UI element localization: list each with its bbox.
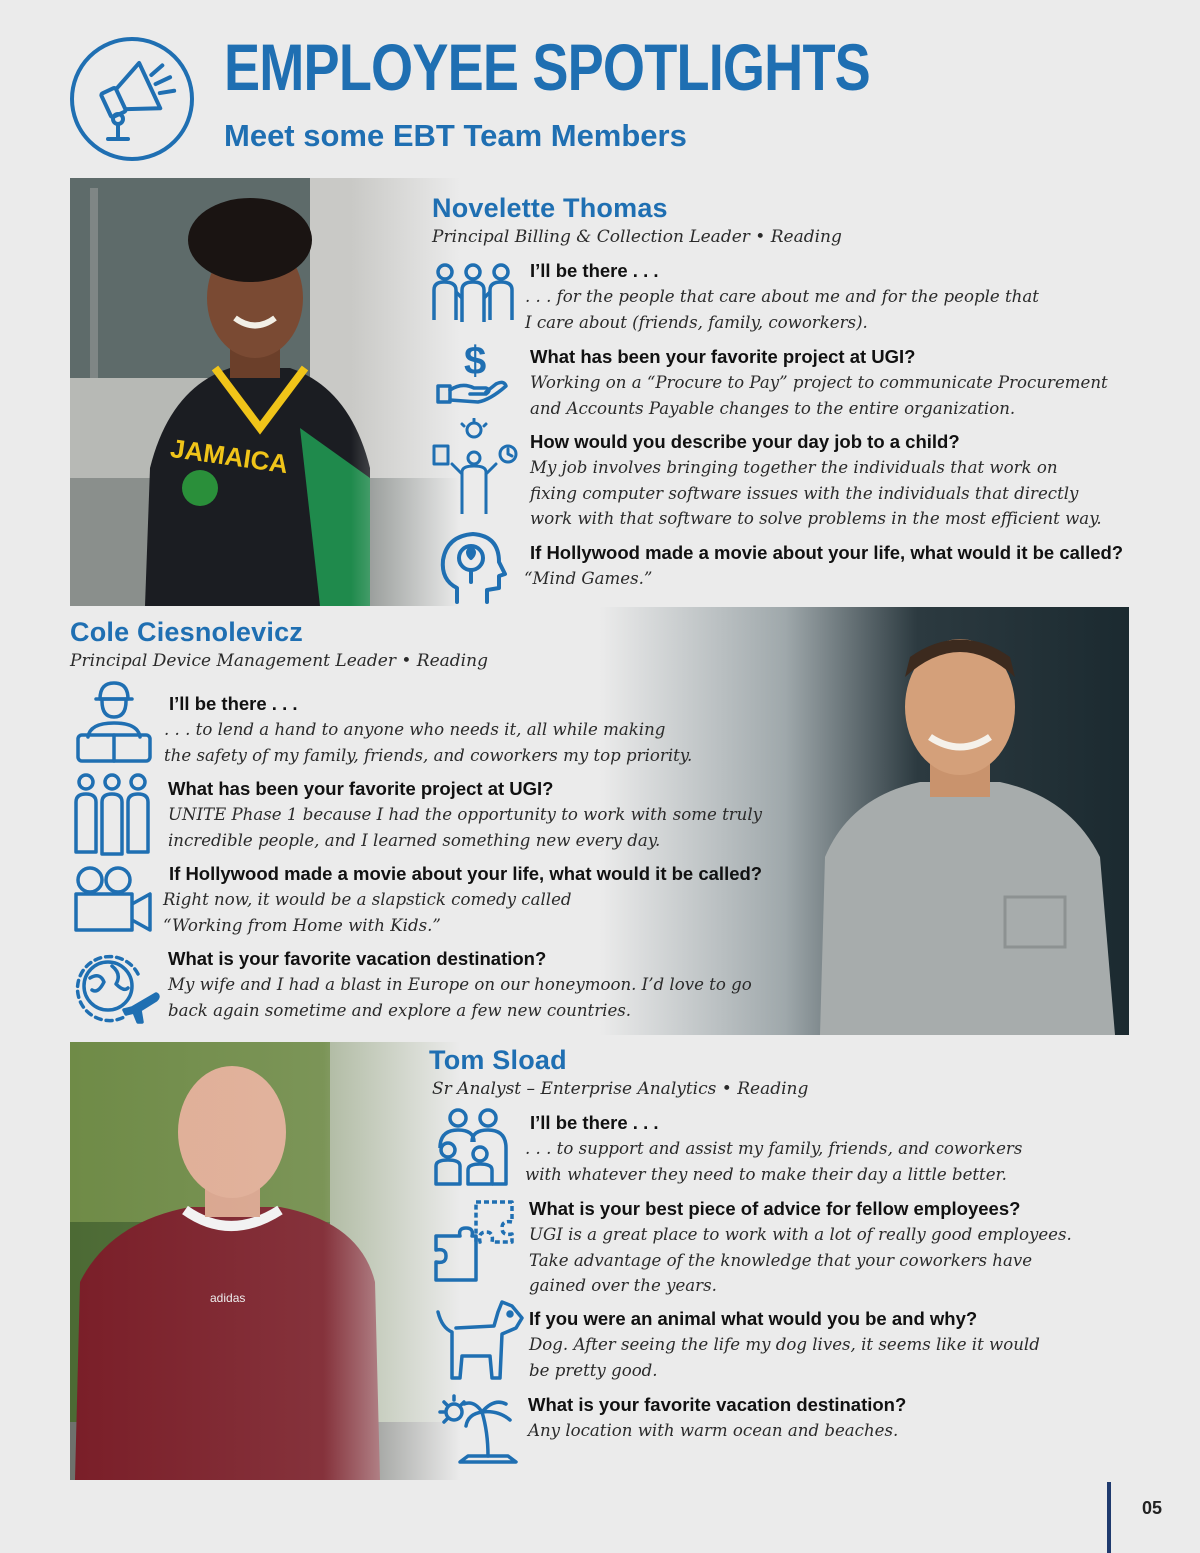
qa-item (529, 1306, 1040, 1383)
people-group-icon (430, 262, 516, 326)
employee-name: Novelette Thomas (432, 193, 668, 223)
qa-item (528, 1392, 906, 1444)
person-ideas-icon (428, 418, 520, 514)
answer: Right now, it would be a slapstick comedy called “Working from Home with Kids.” (163, 890, 572, 935)
page-number-rule (1107, 1482, 1111, 1553)
question: What is your favorite vacation destination? (168, 948, 547, 969)
employee-role: Principal Billing & Collection Leader • Reading (432, 227, 842, 247)
qa-item (525, 1110, 1022, 1187)
answer: “Mind Games.” (524, 569, 653, 588)
team-icon (72, 772, 152, 856)
qa-item (529, 1196, 1072, 1299)
page-subtitle: Meet some EBT Team Members (224, 118, 687, 153)
question: What is your best piece of advice for fellow employees? (529, 1198, 1021, 1219)
question: What is your favorite vacation destination? (528, 1394, 907, 1415)
qa-item (530, 344, 1108, 421)
answer: . . . to lend a hand to anyone who needs it, all while making the safety of my family, friends, and coworkers my top priority. (164, 720, 693, 765)
page-title: EMPLOYEE SPOTLIGHTS (224, 30, 870, 104)
question: If you were an animal what would you be and why? (529, 1308, 978, 1329)
photo-novelette-thomas (70, 178, 460, 606)
question: If Hollywood made a movie about your life, what would it be called? (530, 542, 1124, 563)
money-hand-icon (434, 336, 510, 408)
question: How would you describe your day job to a child? (530, 431, 960, 452)
employee-role: Principal Device Management Leader • Reading (70, 651, 488, 671)
photo-tom-sload (70, 1042, 460, 1480)
question: I’ll be there . . . (169, 693, 298, 714)
answer: UGI is a great place to work with a lot of really good employees. Take advantage of the knowledge that your coworkers have gained over the years. (529, 1225, 1072, 1295)
question: What has been your favorite project at UGI? (530, 346, 916, 367)
employee-name: Tom Sload (429, 1045, 567, 1075)
puzzle-pieces-icon (432, 1198, 518, 1284)
answer: UNITE Phase 1 because I had the opportunity to work with some truly incredible people, and I learned something new every day. (168, 805, 763, 850)
answer: . . . to support and assist my family, friends, and coworkers with whatever they need to make their day a little better. (525, 1139, 1023, 1184)
answer: Dog. After seeing the life my dog lives, it seems like it would be pretty good. (529, 1335, 1040, 1380)
question: I’ll be there . . . (530, 1112, 659, 1133)
question: What has been your favorite project at UGI? (168, 778, 554, 799)
qa-item (164, 691, 692, 768)
dog-icon (432, 1298, 524, 1382)
employee-role: Sr Analyst – Enterprise Analytics • Reading (432, 1079, 809, 1099)
answer: Working on a “Procure to Pay” project to communicate Procurement and Accounts Payable changes to the entire organization. (530, 373, 1108, 418)
qa-item (168, 776, 762, 853)
question: I’ll be there . . . (530, 260, 659, 281)
globe-plane-icon (70, 944, 160, 1026)
employee-name: Cole Ciesnolevicz (70, 617, 303, 647)
family-icon (430, 1108, 516, 1186)
qa-item (525, 258, 1039, 335)
hardhat-worker-icon (74, 677, 154, 765)
qa-item (163, 861, 762, 938)
answer: . . . for the people that care about me and for the people that I care about (friends, family, coworkers). (525, 287, 1039, 332)
megaphone-icon (68, 35, 196, 163)
qa-item (530, 429, 1102, 532)
page-number: 05 (1142, 1498, 1163, 1518)
qa-item (168, 946, 752, 1023)
qa-item (524, 540, 1123, 592)
head-mind-icon (437, 530, 509, 606)
answer: My job involves bringing together the individuals that work on fixing computer software issues with the individuals that directly work with that software to solve problems in the most efficient way. (530, 458, 1102, 528)
movie-camera-icon (72, 864, 154, 934)
svg-text:$: $ (464, 339, 487, 383)
answer: My wife and I had a blast in Europe on our honeymoon. I’d love to go back again sometime and explore a few new countries. (168, 975, 752, 1020)
palm-tree-sun-icon (438, 1392, 520, 1466)
answer: Any location with warm ocean and beaches. (528, 1421, 899, 1440)
question: If Hollywood made a movie about your life, what would it be called? (169, 863, 763, 884)
